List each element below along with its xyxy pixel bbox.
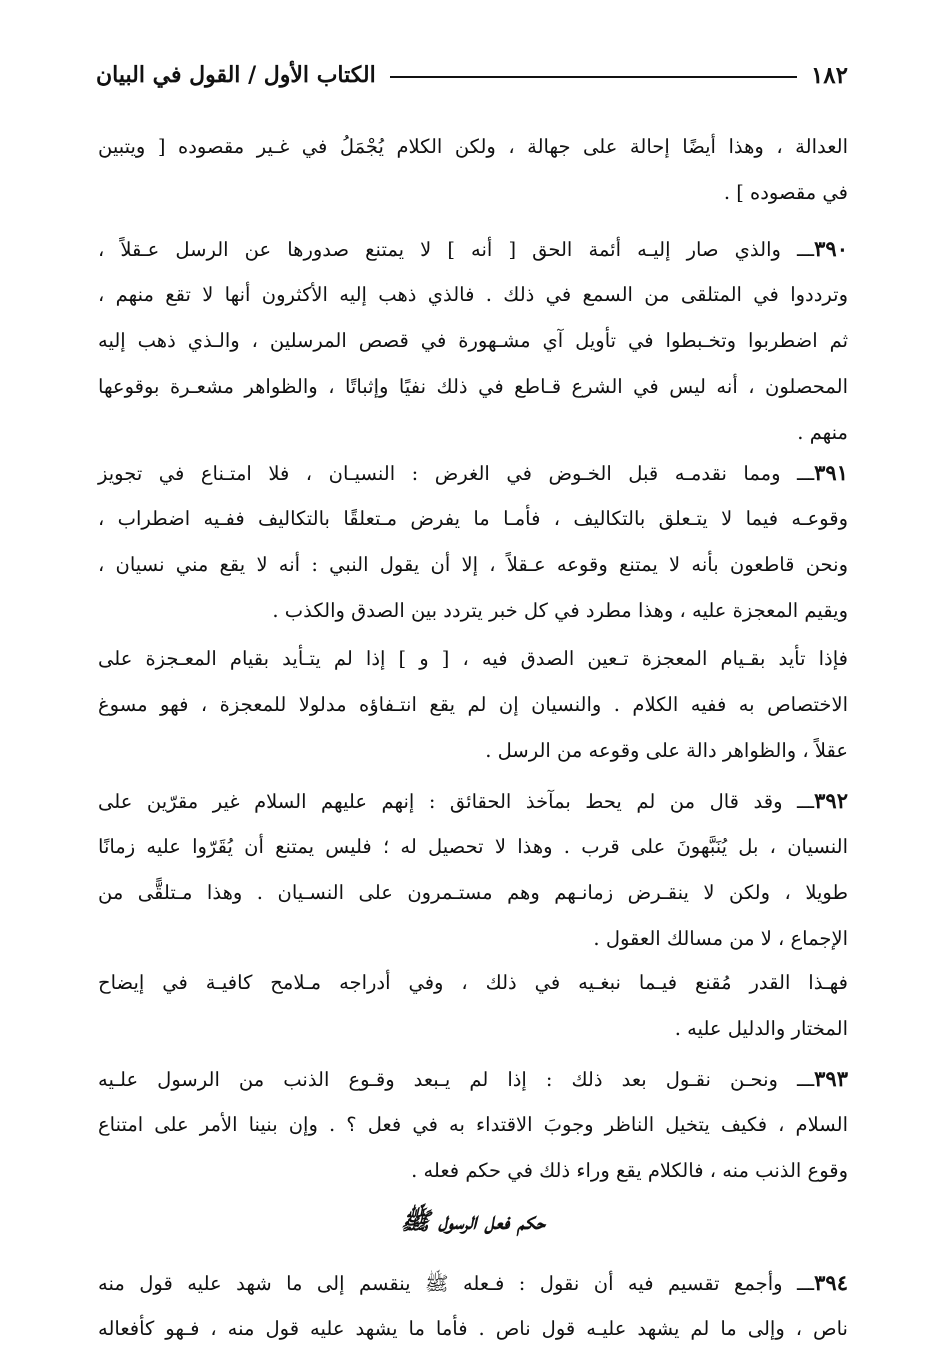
text-line: السلام ، فكيف يتخيل الناظر وجوبَ الاقتداء به في فعل ؟ . وإن بنينا الأمر على امتناع: [98, 1113, 848, 1136]
paragraph-393: [98, 1056, 848, 1194]
text-line: عقلاً ، والظواهر دالة على وقوعه من الرسل .: [485, 739, 848, 762]
page-header: [96, 52, 848, 98]
header-rule: [390, 76, 797, 78]
text-line: في مقصوده ] .: [723, 181, 848, 204]
paragraph: [98, 124, 848, 216]
text-line: فإذا تأيد بقـيام المعجزة تـعين الصدق فيه ، [ و ] إذا لم يتـأيد بقيام المعـجزة على: [98, 647, 848, 670]
text-line: العدالة ، وهذا أيضًا إحالة على جهالة ، ولكن الكلام يُجْمَلُ في غـير مقصوده [ ويتبين: [98, 135, 848, 158]
paragraph-number: ٣٩١: [814, 460, 848, 485]
text-line: ثم اضطربوا وتخـبطوا في تأويل آي مشـهورة في قصص المرسلين ، والـذي ذهب إليه: [98, 329, 848, 352]
paragraph-391: [98, 450, 848, 634]
text-line: [98, 1260, 848, 1306]
text-line-content: ـــ وأجمع تقسيم فيه أن نقول : فـعله ﷺ ينقسم إلى ما شهد عليه قول منه: [98, 1272, 815, 1295]
text-line-content: ـــ ونحـن نقـول بعد ذلك : إذا لم يـبعد وقـوع الذنب من الرسول علـيه: [98, 1068, 815, 1091]
text-line: [98, 1056, 848, 1102]
text-line: [98, 450, 848, 496]
text-line: الاختصاص به ففيه الكلام . والنسيان إن لم يقع انتـفاؤه مدلولا للمعجزة ، فهو مسوغ: [98, 693, 848, 716]
text-line: ويقيم المعجزة عليه ، وهذا مطرد في كل خبر يتردد بين الصدق والكذب .: [272, 599, 848, 622]
paragraph-390: [98, 226, 848, 456]
paragraph-394: [98, 1260, 848, 1352]
paragraph: [98, 636, 848, 774]
text-line: [98, 778, 848, 824]
text-line-content: ـــ وقد قال من لم يحط بمآخذ الحقائق : إنهم عليهم السلام غير مقرّين على: [98, 790, 815, 813]
text-line: وترددوا في المتلقى من السمع في ذلك . فالذي ذهب إليه الأكثرون أنها لا تقع منهم ،: [98, 283, 848, 306]
text-line: [98, 226, 848, 272]
paragraph-number: ٣٩٢: [814, 788, 848, 813]
text-line-content: ـــ والذي صار إليـه أئمة الحق [ أنه ] لا يمتنع صدورها عن الرسل عـقلاً ،: [98, 238, 815, 261]
paragraph-number: ٣٩٠: [814, 236, 848, 261]
text-line: المختار والدليل عليه .: [674, 1017, 848, 1040]
text-line: منهم .: [797, 421, 848, 444]
text-line: طويلا ، ولكن لا ينقـرض زمانـهم وهم مستـمرون على النسـيان . وهذا مـتلقًّى من: [98, 881, 848, 904]
text-line: الإجماع ، لا من مسالك العقول .: [593, 927, 848, 950]
page-number: ١٨٢: [810, 61, 848, 89]
section-heading: حكم فعل الرسول ﷺ: [400, 1206, 546, 1235]
text-line: فهـذا القدر مُقنع فيـما نبغـيه في ذلك ، وفي أدراجه مـلامح كافيـة في إيضاح: [98, 971, 848, 994]
paragraph-number: ٣٩٣: [814, 1066, 848, 1091]
text-line-content: ـــ ومما نقدمـه قبل الخـوض في الغرض : النسيـان ، فلا امتـناع في تجويز: [98, 462, 815, 485]
paragraph-392: [98, 778, 848, 962]
text-line: وقوع الذنب منه ، فالكلام يقع وراء ذلك في حكم فعله .: [411, 1159, 848, 1182]
text-line: ونحن قاطعون بأنه لا يمتنع وقوعه عـقلاً ، إلا أن يقول النبي : أنه لا يقع مني نسيان ،: [98, 553, 848, 576]
paragraph: [98, 960, 848, 1052]
text-line: النسيان ، بل يُنَبَّهونَ على قرب . وهذا لا تحصيل له ؛ فليس يمتنع أن يُقَرّوا عليه زمانًا: [98, 835, 848, 858]
paragraph-number: ٣٩٤: [814, 1270, 848, 1295]
running-title: الكتاب الأول / القول في البيان: [96, 62, 376, 88]
text-line: المحصلون ، أنه ليس في الشرع قـاطع في ذلك نفيًا وإثباتًا ، والظواهر مشعـرة بوقوعها: [98, 375, 848, 398]
text-line: وقوعـه فيما لا يتـعلق بالتكاليف ، فأمـا ما يفرض مـتعلقًا بالتكاليف ففـيه اضطراب ،: [98, 507, 848, 530]
text-line: ناص ، وإلى ما لم يشهد عليـه قول ناص . فأما ما يشهد عليه قول منه ، فـهو كأفعاله: [98, 1317, 848, 1340]
